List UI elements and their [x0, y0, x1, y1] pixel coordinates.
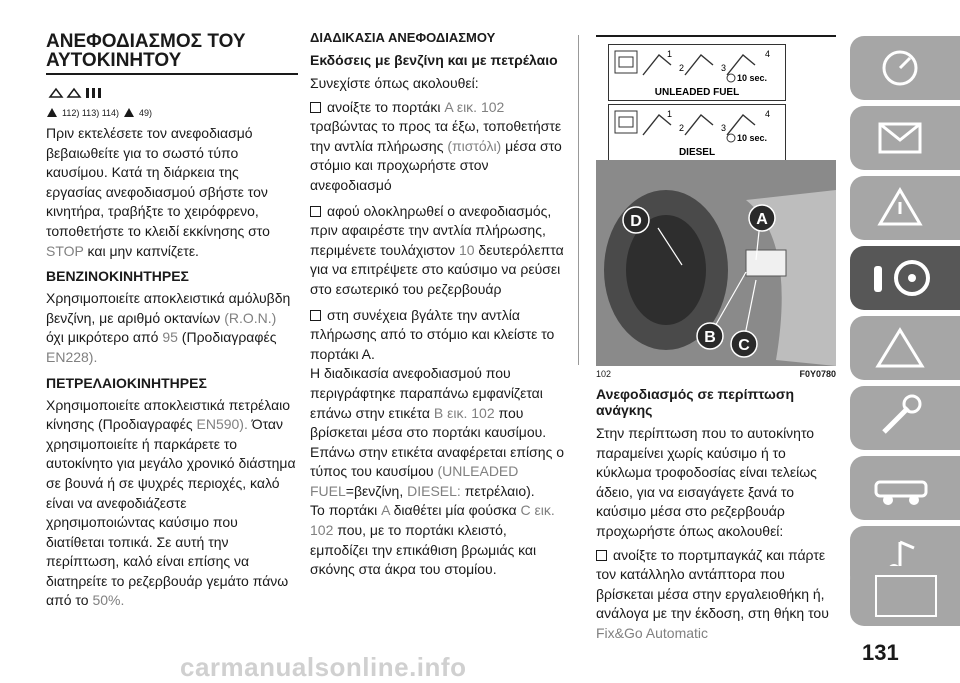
- fuel-flap-illustration: [596, 160, 836, 366]
- unleaded-fuel-label: [608, 44, 786, 101]
- emergency-step-text: ανοίξτε το πορτμπαγκάζ και πάρτε τον κατάλληλο αντάπτορα που βρίσκεται μέσα στην εργαλειοθήκη ή, ανάλογα με την έκδοση, στη θήκη του: [596, 546, 829, 622]
- step-1-ref: A εικ. 102: [444, 98, 505, 115]
- step-num-2: 2: [679, 123, 685, 133]
- emergency-paragraph: Στην περίπτωση που το αυτοκίνητο παραμείνει χωρίς καύσιμο ή το κύκλωμα τροφοδοσίας είναι τελείως άδειο, για να εισαγάγετε ξανά το καύσιμο μέσα στο ρεζερβουάρ προχωρήστε όπως ακολουθεί:: [596, 425, 817, 539]
- step-num-4: 4: [765, 49, 771, 59]
- petrol-paragraph: [46, 289, 298, 367]
- diesel-procedure-pictogram: [609, 105, 785, 160]
- emergency-heading: Ανεφοδιασμός σε περίπτωση ανάγκης: [596, 386, 794, 418]
- fuel-type-diesel: DIESEL:: [407, 482, 461, 499]
- column-2: [310, 30, 568, 580]
- refs-warnings: 112) 113) 114): [62, 107, 120, 118]
- tab-safety[interactable]: [850, 106, 960, 170]
- step-num-3: 3: [721, 123, 727, 133]
- step-2-text: αφού ολοκληρωθεί ο ανεφοδιασμός, πριν αφαιρέστε την αντλία πλήρωσης, περιμένετε τουλάχιστον: [310, 202, 552, 258]
- petrol-text-3: (Προδιαγραφές: [181, 329, 277, 346]
- index-letters-icon: [850, 566, 960, 626]
- intro-stop: STOP: [46, 242, 84, 259]
- warning-symbols-icon: [46, 83, 106, 103]
- figure-caption: [596, 369, 836, 379]
- petrol-standard: EN228).: [46, 348, 98, 365]
- tab-starting-driving[interactable]: [850, 246, 960, 310]
- step-3: [310, 306, 568, 365]
- fuel-type-text-2: =βενζίνη,: [345, 482, 404, 499]
- warning-light-icon: [850, 176, 960, 240]
- tab-index[interactable]: [850, 566, 960, 626]
- step-2-seconds: 10: [458, 241, 475, 258]
- ten-sec-label: 10 sec.: [737, 133, 768, 143]
- fuel-type-unleaded: (UNLEADED FUEL: [310, 463, 519, 499]
- title-rule: [46, 73, 298, 75]
- petrol-octane: 95: [162, 329, 178, 346]
- petrol-text-2: όχι μικρότερο από: [46, 329, 159, 346]
- emergency-step-ref: Fix&Go Automatic: [596, 624, 709, 641]
- procedure-title: ΔΙΑΔΙΚΑΣΙΑ ΑΝΕΦΟΔΙΑΣΜΟΥ: [310, 30, 496, 45]
- procedure-subtitle: Εκδόσεις με βενζίνη και με πετρέλαιο: [310, 52, 558, 68]
- ten-sec-label: 10 sec.: [737, 73, 768, 83]
- triangle-icon: [850, 316, 960, 380]
- flap-ref-2: C εικ. 102: [310, 502, 555, 539]
- step-2: [310, 202, 568, 300]
- bullet-box-icon: [310, 310, 321, 321]
- diesel-percent: 50%.: [92, 592, 125, 609]
- tab-dashboard[interactable]: [850, 36, 960, 100]
- heading-petrol: ΒΕΝΖΙΝΟΚΙΝΗΤΗΡΕΣ: [46, 268, 189, 285]
- heading-diesel: ΠΕΤΡΕΛΑΙΟΚΙΝΗΤΗΡΕΣ: [46, 374, 207, 391]
- figure-number: 102: [596, 369, 612, 379]
- step-3-text: στη συνέχεια βγάλτε την αντλία πλήρωσης από το στόμιο και κλείστε το πορτάκι Α.: [310, 306, 555, 362]
- tab-warning[interactable]: [850, 176, 960, 240]
- section-title: ΑΝΕΦΟΔΙΑΣΜΟΣ ΤΟΥ ΑΥΤΟΚΙΝΗΤΟΥ: [46, 31, 246, 71]
- intro-text: Πριν εκτελέσετε τον ανεφοδιασμό βεβαιωθείτε για το σωστό τύπο καυσίμου. Κατά τη διάρκεια της εργασίας ανεφοδιασμού σβήστε τον κινητήρα, τραβήξτε το χειρόφρενο, τοποθετήστε το κλειδί εκκίνησης στο: [46, 125, 270, 239]
- procedure-lead: Συνεχίστε όπως ακολουθεί:: [310, 75, 479, 91]
- bullet-box-icon: [310, 206, 321, 217]
- flap-ref: A: [381, 502, 390, 519]
- label-text-2: που βρίσκεται μέσα στο πορτάκι καυσίμου.: [310, 404, 547, 441]
- petrol-ron: (R.O.N.): [224, 309, 277, 326]
- intro-text-end: και μην καπνίζετε.: [87, 242, 199, 259]
- tab-technical-data[interactable]: [850, 456, 960, 520]
- step-num-3: 3: [721, 63, 727, 73]
- diesel-standard: EN590).: [196, 416, 248, 433]
- flap-text: Το πορτάκι: [310, 502, 378, 519]
- fuel-type-text: Επάνω στην ετικέτα αναφέρεται επίσης ο τύπος του καυσίμου: [310, 443, 564, 480]
- refs-attention: 49): [139, 107, 153, 118]
- diesel-paragraph: [46, 396, 298, 612]
- bullet-box-icon: [596, 550, 607, 561]
- petrol-text: Χρησιμοποιείτε αποκλειστικά αμόλυβδη βενζίνη, με αριθμό οκτανίων: [46, 290, 291, 326]
- page-number: 131: [862, 640, 899, 665]
- callout-c: C: [738, 337, 750, 354]
- column-1: [46, 30, 298, 611]
- flap-text-2: διαθέτει μία φούσκα: [393, 502, 517, 519]
- fuel-type-text-3: πετρέλαιο).: [464, 482, 535, 499]
- emergency-step-1: [596, 546, 836, 644]
- warning-icons-row: [46, 83, 298, 105]
- wrench-icon: [850, 386, 960, 450]
- figure-top-rule: [596, 35, 836, 37]
- step-2-text-2: δευτερόλεπτα για να επιτρέψετε στο καύσιμο να ρεύσει στο εσωτερικό του ρεζερβουάρ: [310, 241, 564, 297]
- diesel-text-2: Όταν χρησιμοποιείτε ή παρκάρετε το αυτοκίνητο για μεγάλο χρονικό διάστημα σε βουνά ή σε ψυχρές περιοχές, καλό είναι να ανεφοδιάζεστε χρησιμοποιώντας καύσιμο που διατίθεται τοπικά. Σε αυτή την περίπτωση, καλό είναι επίσης να διατηρείτε το ρεζερβουάρ γεμάτο πάνω από το: [46, 416, 296, 609]
- column-divider: [578, 35, 579, 365]
- step-num-2: 2: [679, 63, 685, 73]
- callout-b: B: [704, 329, 716, 346]
- unleaded-procedure-pictogram: [609, 45, 785, 100]
- mail-icon: [850, 106, 960, 170]
- step-num-1: 1: [667, 49, 673, 59]
- figure-code: F0Y0780: [799, 369, 836, 379]
- diesel-label: [608, 104, 786, 161]
- dashboard-icon: [850, 36, 960, 100]
- tab-maintenance[interactable]: [850, 386, 960, 450]
- step-1-text: ανοίξτε το πορτάκι: [327, 98, 441, 115]
- label-text: Η διαδικασία ανεφοδιασμού που περιγράφτηκε παραπάνω εμφανίζεται επάνω στην ετικέτα: [310, 365, 543, 421]
- flap-text-3: που, με το πορτάκι κλειστό, εμποδίζει την επικάθιση βρωμιάς και σκόνης στα άκρα του στομίου.: [310, 522, 537, 578]
- column-3: [596, 386, 836, 644]
- bullet-box-icon: [310, 102, 321, 113]
- flap-paragraph: [310, 501, 568, 579]
- key-steering-wheel-icon: [850, 246, 960, 310]
- reference-notes: [46, 107, 298, 118]
- label-paragraph: [310, 364, 568, 442]
- diesel-label-text: DIESEL: [678, 147, 716, 158]
- attention-triangle-icon: [123, 107, 135, 118]
- step-1-text-3: μέσα στο στόμιο και προχωρήστε στον ανεφοδιασμό: [310, 137, 562, 193]
- diesel-text: Χρησιμοποιείτε αποκλειστικά πετρέλαιο κίνησης (Προδιαγραφές: [46, 396, 291, 433]
- callout-d: D: [630, 213, 642, 230]
- label-ref: B εικ. 102: [433, 404, 495, 421]
- unleaded-label-text: UNLEADED FUEL: [654, 87, 740, 98]
- intro-paragraph: [46, 124, 298, 261]
- step-1-pistol: (πιστόλι): [447, 137, 502, 154]
- fuel-flap-photo: [596, 160, 836, 366]
- step-1-text-2: τραβώντας το προς τα έξω, τοποθετήστε την αντλία πλήρωσης: [310, 118, 562, 154]
- step-num-1: 1: [667, 109, 673, 119]
- warning-triangle-icon: [46, 107, 58, 118]
- step-1: [310, 98, 568, 196]
- car-icon: [850, 456, 960, 520]
- callout-a: A: [756, 211, 768, 228]
- tab-emergency[interactable]: [850, 316, 960, 380]
- step-num-4: 4: [765, 109, 771, 119]
- fuel-type-paragraph: [310, 443, 568, 502]
- watermark: carmanualsonline.info: [180, 652, 467, 682]
